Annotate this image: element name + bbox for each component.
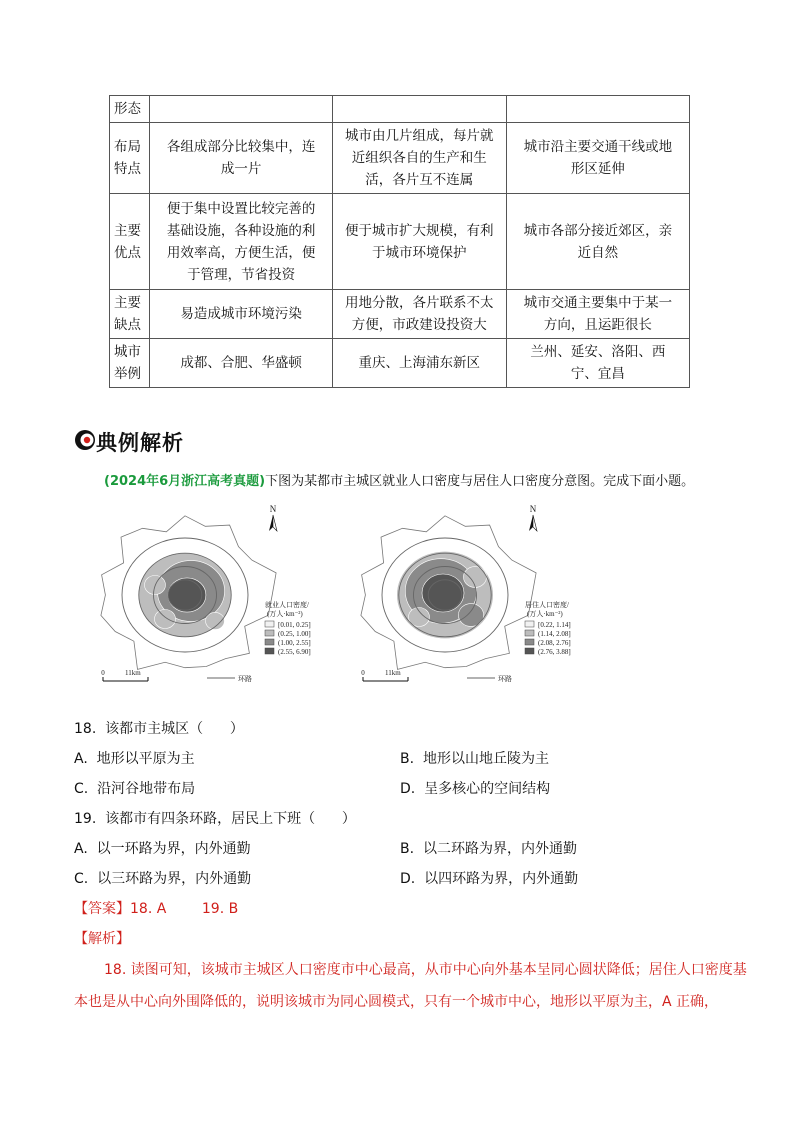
city-form-comparison-table [109,95,690,388]
legend-class-label: (2.08, 2.76] [538,639,571,647]
table-cell: 兰州、延安、洛阳、西 宁、宜昌 [506,339,689,388]
question-source: (2024年6月浙江高考真题) [104,474,266,489]
legend-swatch [265,621,274,627]
table-cell [506,96,689,123]
table-cell: 城市沿主要交通干线或地 形区延伸 [506,123,689,194]
legend-title: 居住人口密度/ [525,601,569,609]
table-cell: 便于城市扩大规模，有利 于城市环境保护 [332,194,506,290]
legend-class-label: (2.55, 6.90] [278,648,311,656]
option-d[interactable]: D. 以四环路为界，内外通勤 [400,871,579,887]
answer-label: 【答案】 [74,901,130,917]
legend-class-label: (0.25, 1.00] [278,630,311,638]
analysis-line: 18. 读图可知，该城市主城区人口密度市中心最高，从市中心向外基本呈同心圆状降低；居住人口密度基 [104,962,747,978]
scale-distance-label: 11km [385,669,401,677]
table-row [110,290,690,339]
table-cell: 成都、合肥、华盛顿 [150,339,332,388]
option-c[interactable]: C. 沿河谷地带布局 [74,781,196,797]
legend-unit: (万人·km⁻²) [527,610,563,618]
density-maps-figure [95,495,595,695]
north-arrow-icon [529,515,533,531]
density-zone [463,567,486,588]
legend-swatch [525,648,534,654]
legend-class-label: (2.76, 3.88] [538,648,571,656]
scale-zero-label: 0 [361,669,365,677]
table-cell: 用地分散，各片联系不太 方便，市政建设投资大 [332,290,506,339]
table-cell: 城市交通主要集中于某一 方向，且运距很长 [506,290,689,339]
legend-unit: (万人·km⁻²) [267,610,303,618]
north-label: N [269,504,277,514]
table-row [110,339,690,388]
legend-swatch [265,630,274,636]
table-cell: 易造成城市环境污染 [150,290,332,339]
legend-swatch [525,639,534,645]
option-c[interactable]: C. 以三环路为界，内外通勤 [74,871,252,887]
option-b[interactable]: B. 以二环路为界，内外通勤 [400,841,577,857]
table-row [110,194,690,290]
row-header: 城市 举例 [110,339,150,388]
legend-swatch [265,639,274,645]
north-arrow-icon [269,515,273,531]
row-header: 布局 特点 [110,123,150,194]
ring-road-legend-label: 环路 [238,675,252,683]
table-cell: 便于集中设置比较完善的 基础设施，各种设施的利 用效率高，方便生活，便 于管理，节省投资 [150,194,332,290]
density-zone [155,610,176,629]
legend-class-label: (1.00, 2.55] [278,639,311,647]
north-arrow-icon [533,515,537,531]
scale-distance-label: 11km [125,669,141,677]
question-stem: 19. 该都市有四条环路，居民上下班（ ） [74,811,356,827]
legend-class-label: (1.14, 2.08] [538,630,571,638]
intro-text: 下图为某都市主城区就业人口密度与居住人口密度分意图。完成下面小题。 [265,474,695,489]
scale-zero-label: 0 [101,669,105,677]
legend-class-label: [0.01, 0.25] [278,621,311,629]
north-arrow-icon [273,515,277,531]
question-intro [104,470,764,489]
north-label: N [529,504,537,514]
row-header: 形态 [110,96,150,123]
option-b[interactable]: B. 地形以山地丘陵为主 [400,751,549,767]
analysis-line: 本也是从中心向外围降低的，说明该城市为同心圆模式，只有一个城市中心，地形以平原为主，A 正确， [74,994,719,1010]
analysis-label: 【解析】 [74,931,130,947]
table-cell: 城市各部分接近郊区，亲 近自然 [506,194,689,290]
section-title: 典例解析 [96,431,184,455]
table-row [110,123,690,194]
table-row [110,96,690,123]
option-a[interactable]: A. 地形以平原为主 [74,751,195,767]
legend-title: 就业人口密度/ [265,601,309,609]
table-cell: 重庆、上海浦东新区 [332,339,506,388]
legend-class-label: [0.22, 1.14] [538,621,571,629]
question-stem: 18. 该都市主城区（ ） [74,721,244,737]
option-d[interactable]: D. 呈多核心的空间结构 [400,781,551,797]
row-header: 主要 缺点 [110,290,150,339]
legend-swatch [525,630,534,636]
option-a[interactable]: A. 以一环路为界，内外通勤 [74,841,251,857]
legend-swatch [525,621,534,627]
analysis-text [74,954,747,1018]
ring-road-legend-label: 环路 [498,675,512,683]
row-header: 主要 优点 [110,194,150,290]
section-bullet-icon [74,429,96,451]
density-zone [168,578,206,612]
table-cell [332,96,506,123]
table-cell: 城市由几片组成，每片就 近组织各自的生产和生 活，各片互不连属 [332,123,506,194]
answer-text: 18. A 19. B [130,901,239,917]
table-cell [150,96,332,123]
table-cell: 各组成部分比较集中，连 成一片 [150,123,332,194]
answer-line [74,898,238,918]
legend-swatch [265,648,274,654]
